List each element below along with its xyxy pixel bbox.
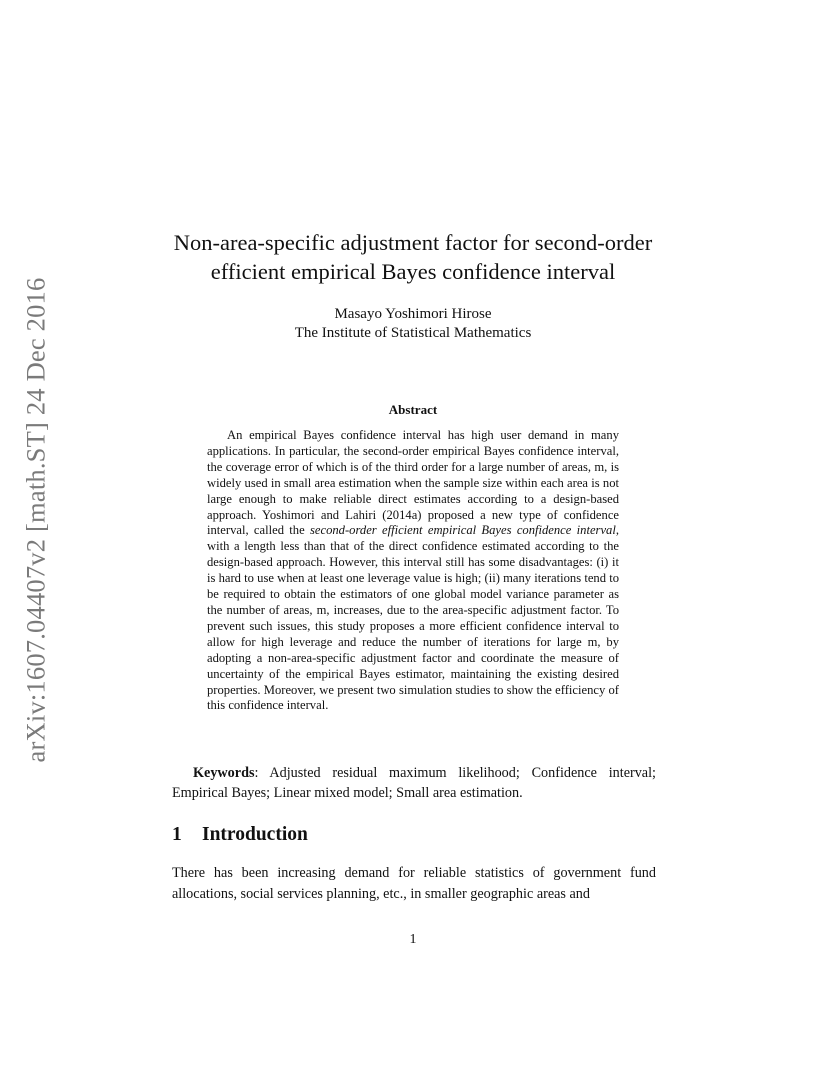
section-heading [172, 824, 308, 846]
abstract-text-part-1: An empirical Bayes confidence interval has high user demand in many applications. In particular, the second-order empirical Bayes confidence interval, the coverage error of which is of the third order for a large number of areas, m, is widely used in small area estimation when the sample size within each area is not large enough to make reliable direct estimates according to a design-based approach. Yoshimori and Lahiri (2014a) proposed a new type of confidence interval, called the [207, 428, 619, 538]
author-name: Masayo Yoshimori Hirose [334, 306, 492, 322]
introduction-paragraph: There has been increasing demand for reliable statistics of government fund allocations, social services planning, etc., in smaller geographic areas and [172, 865, 656, 902]
section-title: Introduction [202, 824, 308, 845]
paper-title [150, 228, 676, 286]
abstract-text-part-2: , with a length less than that of the direct confidence estimated according to the design-based approach. However, this interval still has some disadvantages: (i) it is hard to use when at least one leverage value is high; (ii) many iterations tend to be required to obtain the estimators of one global model variance parameter as the number of areas, m, increases, due to the area-specific adjustment factor. To prevent such issues, this study proposes a more efficient confidence interval to allow for high leverage and reduce the number of iterations for large m, by adopting a non-area-specific adjustment factor and coordinate the measure of uncertainty of the empirical Bayes estimator, maintaining the existing desired properties. Moreover, we present two simulation studies to show the efficiency of this confidence interval. [207, 523, 619, 713]
abstract-emphasis: second-order efficient empirical Bayes confidence interval [310, 523, 616, 538]
keywords-paragraph [172, 764, 656, 803]
keywords-label: Keywords [193, 765, 255, 781]
title-line-1: Non-area-specific adjustment factor for second-order [173, 230, 653, 255]
abstract-heading: Abstract [388, 402, 438, 417]
abstract-body [207, 428, 619, 714]
title-line-2: efficient empirical Bayes confidence interval [210, 259, 616, 284]
arxiv-identifier-stamp: arXiv:1607.04407v2 [math.ST] 24 Dec 2016 [20, 277, 51, 763]
page-number: 1 [409, 932, 417, 947]
section-number: 1 [172, 824, 182, 845]
keywords-text: : Adjusted residual maximum likelihood; Confidence interval; Empirical Bayes; Linear mixed model; Small area estimation. [172, 765, 656, 801]
author-affiliation: The Institute of Statistical Mathematics [294, 325, 532, 341]
